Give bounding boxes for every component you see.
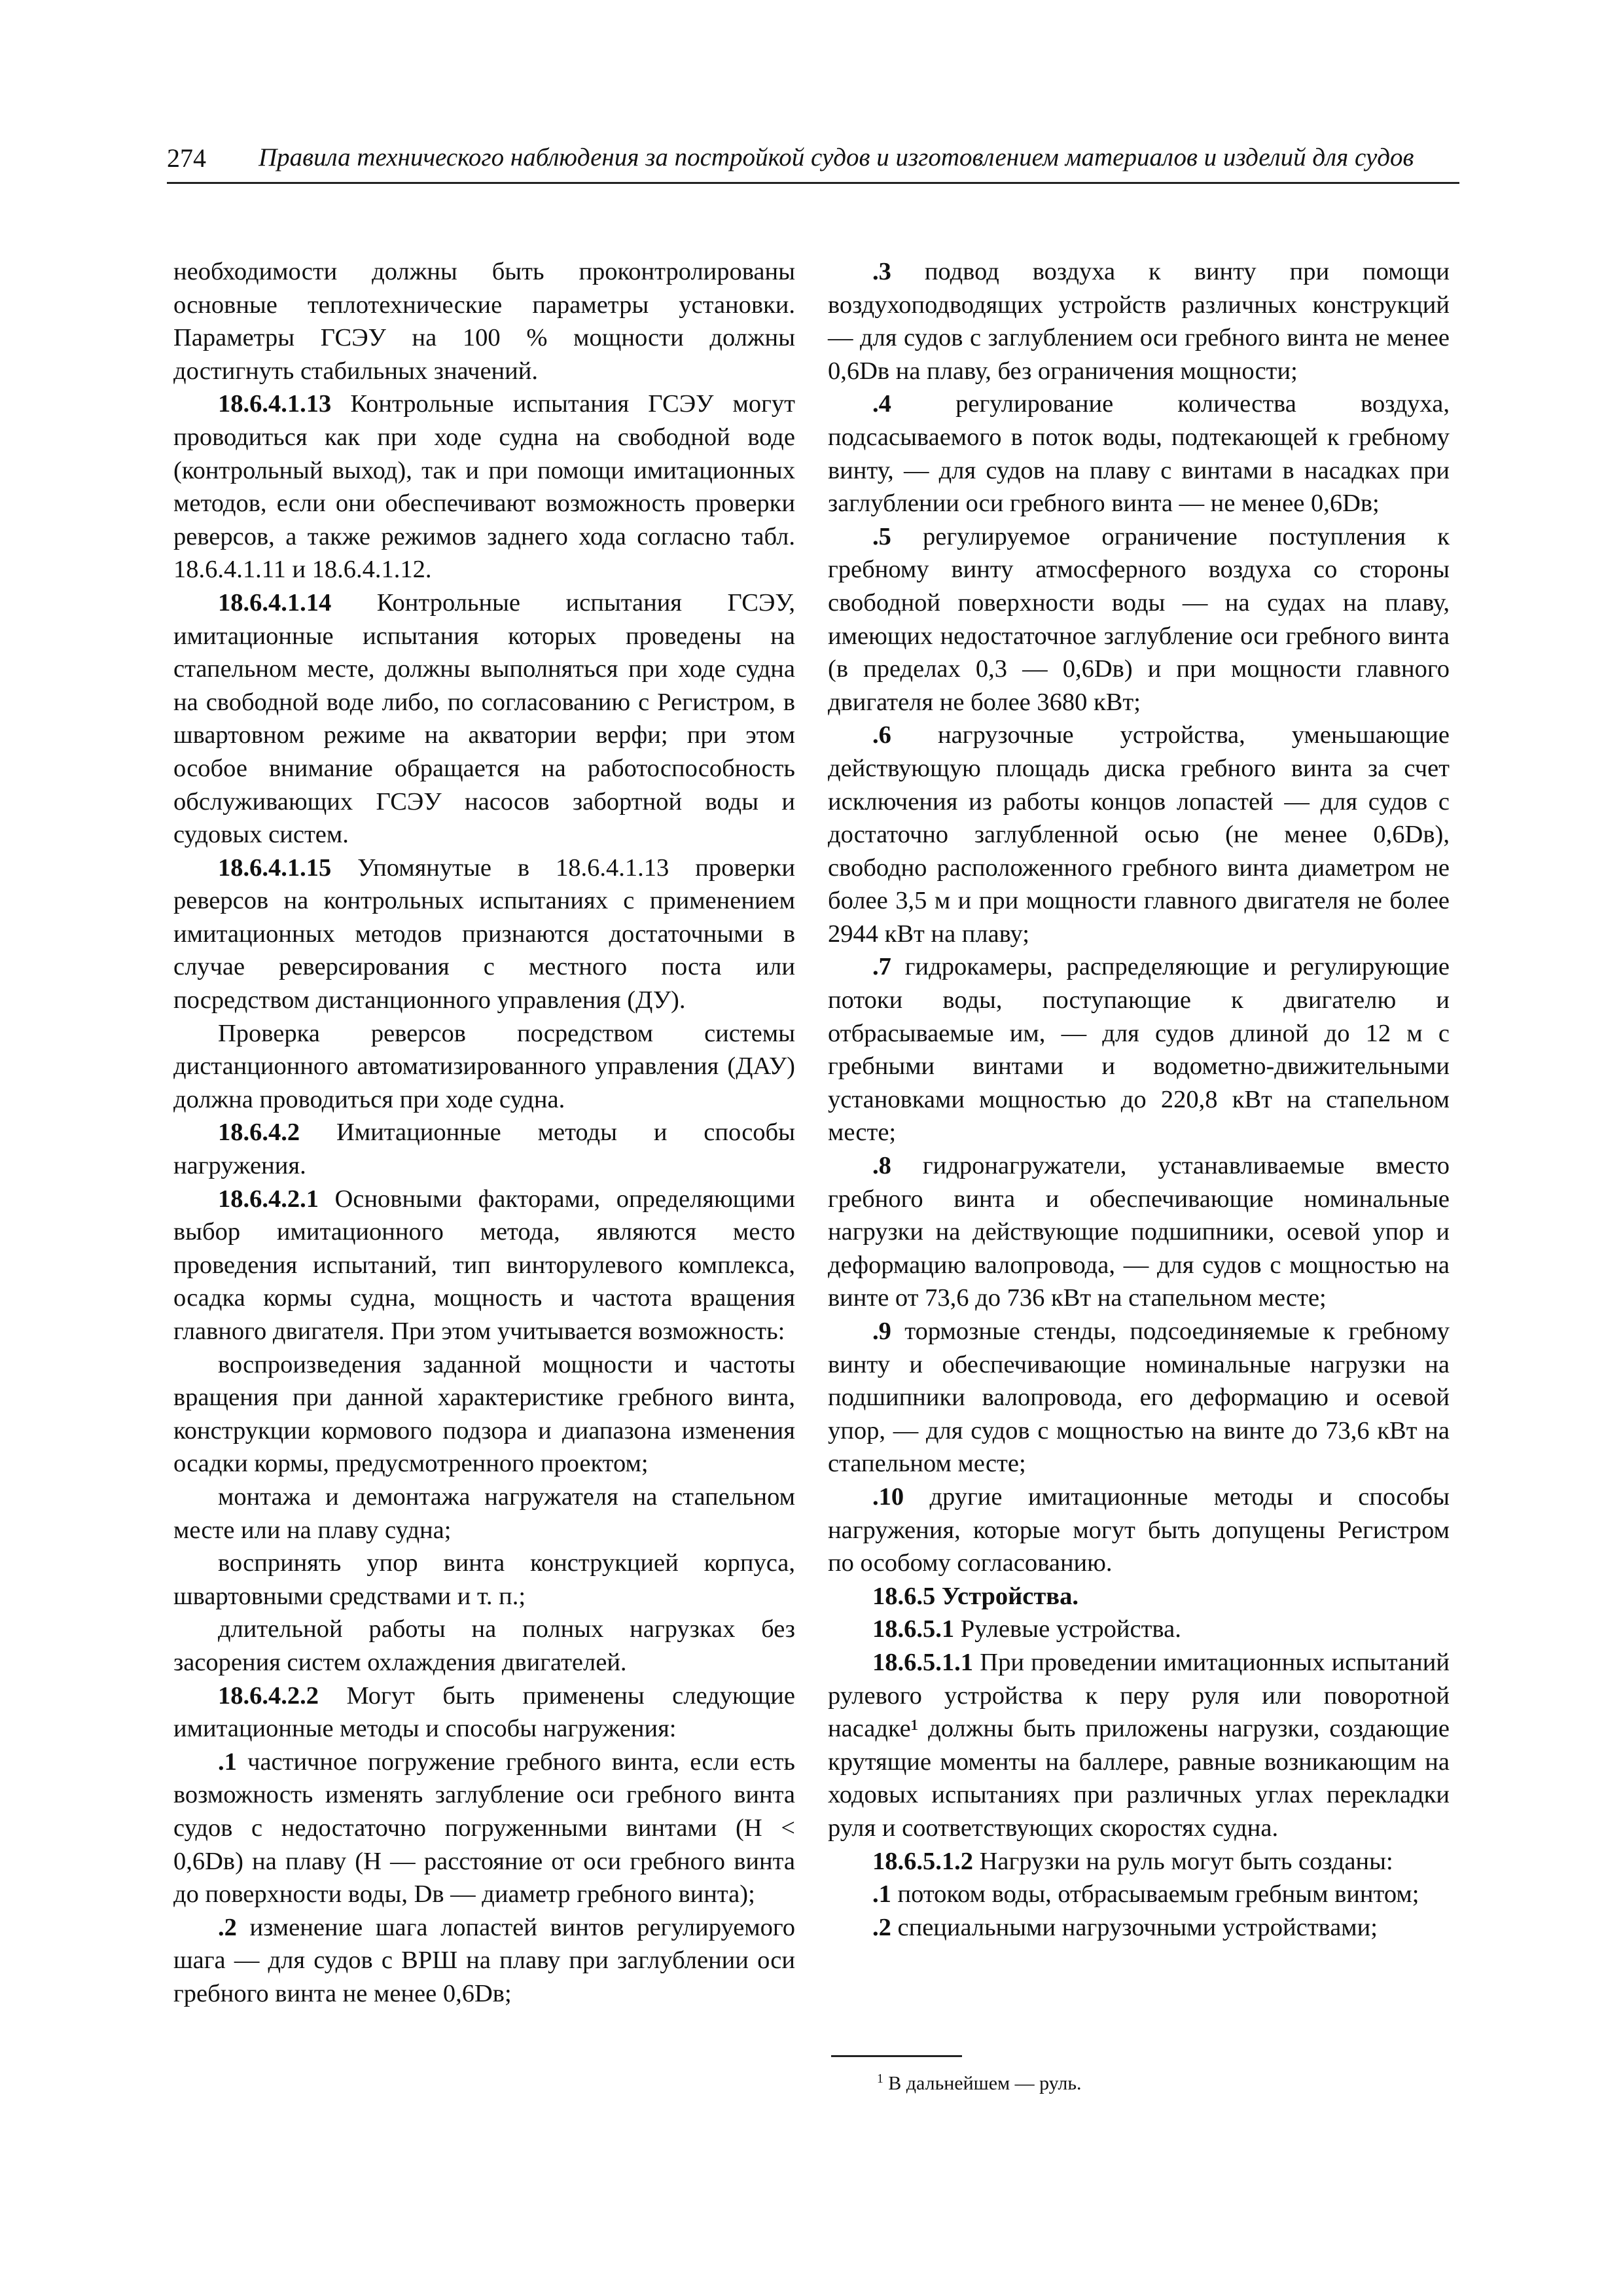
paragraph: 18.6.4.2.2 Могут быть применены следующие имитационные методы и способы нагружения: (173, 1681, 795, 1743)
paragraph: 18.6.4.1.13 Контрольные испытания ГСЭУ могут проводиться как при ходе судна на свободной воде (контрольный выход), так и при помощи имитационных методов, если они обеспечивают возможность проверки реверсов, а также режимов заднего хода согласно табл. 18.6.4.1.11 и 18.6.4.1.12. (173, 390, 795, 584)
clause-number: 18.6.5.1.2 (872, 1847, 973, 1875)
clause-number: .8 (872, 1152, 891, 1180)
paragraph: .5 регулируемое ограничение поступления к гребному винту атмосферного воздуха со стороны свободной поверхности воды — на судах на плаву, имеющих недостаточное заглубление оси гребного винта (в пределах 0,3 — 0,6Dв) и при мощности главного двигателя не более 3680 кВт; (828, 522, 1450, 716)
paragraph: 18.6.4.1.15 Упомянутые в 18.6.4.1.13 проверки реверсов на контрольных испытаниях с применением имитационных методов признаются достаточными в случае реверсирования с местного поста или посредством дистанционного управления (ДУ). (173, 853, 795, 1014)
running-header (167, 143, 1459, 179)
paragraph: .1 потоком воды, отбрасываемым гребным винтом; (872, 1880, 1419, 1909)
clause-number: 18.6.4.1.14 (218, 588, 332, 617)
clause-number: .1 (218, 1748, 237, 1776)
page-number: 274 (167, 143, 206, 173)
clause-number: .2 (218, 1913, 237, 1941)
paragraph: .1 частичное погружение гребного винта, если есть возможность изменять заглубление оси гребного винта судов с недостаточно погруженными винтами (H < 0,6Dв) на плаву (H — расстояние от оси гребного винта до поверхности воды, Dв — диаметр гребного винта); (173, 1748, 795, 1909)
paragraph: .2 специальными нагрузочными устройствами; (872, 1913, 1378, 1941)
paragraph: .8 гидронагружатели, устанавливаемые вместо гребного винта и обеспечивающие номинальные нагрузки на действующие подшипники, осевой упор и деформацию валопровода, — для судов с мощностью на винте от 73,6 до 736 кВт на стапельном месте; (828, 1152, 1450, 1312)
clause-number: .9 (872, 1318, 891, 1345)
clause-number: 18.6.4.2.2 (218, 1681, 319, 1710)
header-rule (167, 182, 1459, 184)
clause-number: .5 (872, 522, 891, 550)
paragraph: 18.6.5.1 Рулевые устройства. (872, 1615, 1181, 1643)
footnote-text: В дальнейшем — руль. (888, 2072, 1082, 2094)
paragraph: воспринять упор винта конструкцией корпуса, швартовными средствами и т. п.; (173, 1549, 795, 1610)
paragraph: .2 изменение шага лопастей винтов регулируемого шага — для судов с ВРШ на плаву при заглублении оси гребного винта не менее 0,6Dв; (173, 1913, 795, 2007)
clause-number: 18.6.5 (872, 1582, 936, 1610)
left-column (173, 255, 795, 2010)
clause-number: 18.6.4.2.1 (218, 1185, 319, 1213)
clause-number: .2 (872, 1913, 891, 1941)
paragraph: .9 тормозные стенды, подсоединяемые к гребному винту и обеспечивающие номинальные нагрузки на подшипники валопровода, его деформацию и осевой упор, — для судов с мощностью на винте до 73,6 кВт на стапельном месте; (828, 1318, 1450, 1478)
paragraph: воспроизведения заданной мощности и частоты вращения при данной характеристике гребного винта, конструкции кормового подзора и диапазона изменения осадки кормы, предусмотренного проектом; (173, 1350, 795, 1478)
clause-number: .3 (872, 258, 891, 285)
paragraph: .4 регулирование количества воздуха, подсасываемого в поток воды, подтекающей к гребному винту, — для судов на плаву с винтами в насадках при заглублении оси гребного винта — не менее 0,6Dв; (828, 390, 1450, 518)
paragraph: .6 нагрузочные устройства, уменьшающие действующую площадь диска гребного винта за счет исключения из работы концов лопастей — для судов с достаточно заглубленной осью (не менее 0,6Dв), свободно расположенного гребного винта диаметром не более 3,5 м и при мощности главного двигателя не более 2944 кВт на плаву; (828, 721, 1450, 948)
clause-number: 18.6.5.1 (872, 1615, 955, 1643)
paragraph: .10 другие имитационные методы и способы нагружения, которые могут быть допущены Регистром по особому согласованию. (828, 1482, 1450, 1577)
footnote-rule (831, 2055, 962, 2057)
clause-number: 18.6.4.1.13 (218, 390, 332, 418)
paragraph: 18.6.4.1.14 Контрольные испытания ГСЭУ, имитационные испытания которых проведены на стапельном месте, должны выполняться при ходе судна на свободной воде либо, по согласованию с Регистром, в швартовном режиме на акватории верфи; при этом особое внимание обращается на работоспособность обслуживающих ГСЭУ насосов забортной воды и судовых систем. (173, 588, 795, 849)
clause-number: .1 (872, 1880, 891, 1909)
footnote (877, 2067, 1082, 2096)
clause-number: 18.6.5.1.1 (872, 1648, 973, 1676)
clause-number: .10 (872, 1482, 904, 1511)
paragraph: .3 подвод воздуха к винту при помощи воздухоподводящих устройств различных конструкций — для судов с заглублением оси гребного винта не менее 0,6Dв на плаву, без ограничения мощности; (828, 258, 1450, 385)
clause-number: .4 (872, 390, 891, 418)
paragraph: монтажа и демонтажа нагружателя на стапельном месте или на плаву судна; (173, 1482, 795, 1544)
footnote-marker: 1 (877, 2072, 883, 2086)
paragraph: 18.6.4.2.1 Основными факторами, определяющими выбор имитационного метода, являются место проведения испытаний, тип винторулевого комплекса, осадка кормы судна, мощность и частота вращения главного двигателя. При этом учитывается возможность: (173, 1185, 795, 1345)
clause-number: 18.6.4.1.15 (218, 853, 332, 882)
right-column (828, 255, 1450, 1944)
clause-number: .6 (872, 721, 891, 749)
clause-number: 18.6.4.2 (218, 1119, 300, 1147)
paragraph: 18.6.5.1.1 При проведении имитационных испытаний рулевого устройства к перу руля или поворотной насадке¹ должны быть приложены нагрузки, создающие крутящие моменты на баллере, равные возникающим на ходовых испытаниях при различных углах перекладки руля и соответствующих скоростях судна. (828, 1648, 1450, 1842)
paragraph: Проверка реверсов посредством системы дистанционного автоматизированного управления (ДАУ) должна проводиться при ходе судна. (173, 1019, 795, 1113)
paragraph: 18.6.4.2 Имитационные методы и способы нагружения. (173, 1119, 795, 1180)
section-heading: 18.6.5 Устройства. (872, 1582, 1079, 1610)
running-title: Правила технического наблюдения за постройкой судов и изготовлением материалов и изделий для судов (259, 143, 1414, 171)
clause-number: .7 (872, 953, 891, 981)
paragraph: .7 гидрокамеры, распределяющие и регулирующие потоки воды, поступающие к двигателю и отбрасываемые им, — для судов длиной до 12 м с гребными винтами и водометно-движительными установками мощностью до 220,8 кВт на стапельном месте; (828, 953, 1450, 1147)
paragraph: необходимости должны быть проконтролированы основные теплотехнические параметры установки. Параметры ГСЭУ на 100 % мощности должны достигнуть стабильных значений. (173, 258, 795, 385)
paragraph: длительной работы на полных нагрузках без засорения систем охлаждения двигателей. (173, 1615, 795, 1676)
paragraph: 18.6.5.1.2 Нагрузки на руль могут быть созданы: (872, 1847, 1393, 1875)
